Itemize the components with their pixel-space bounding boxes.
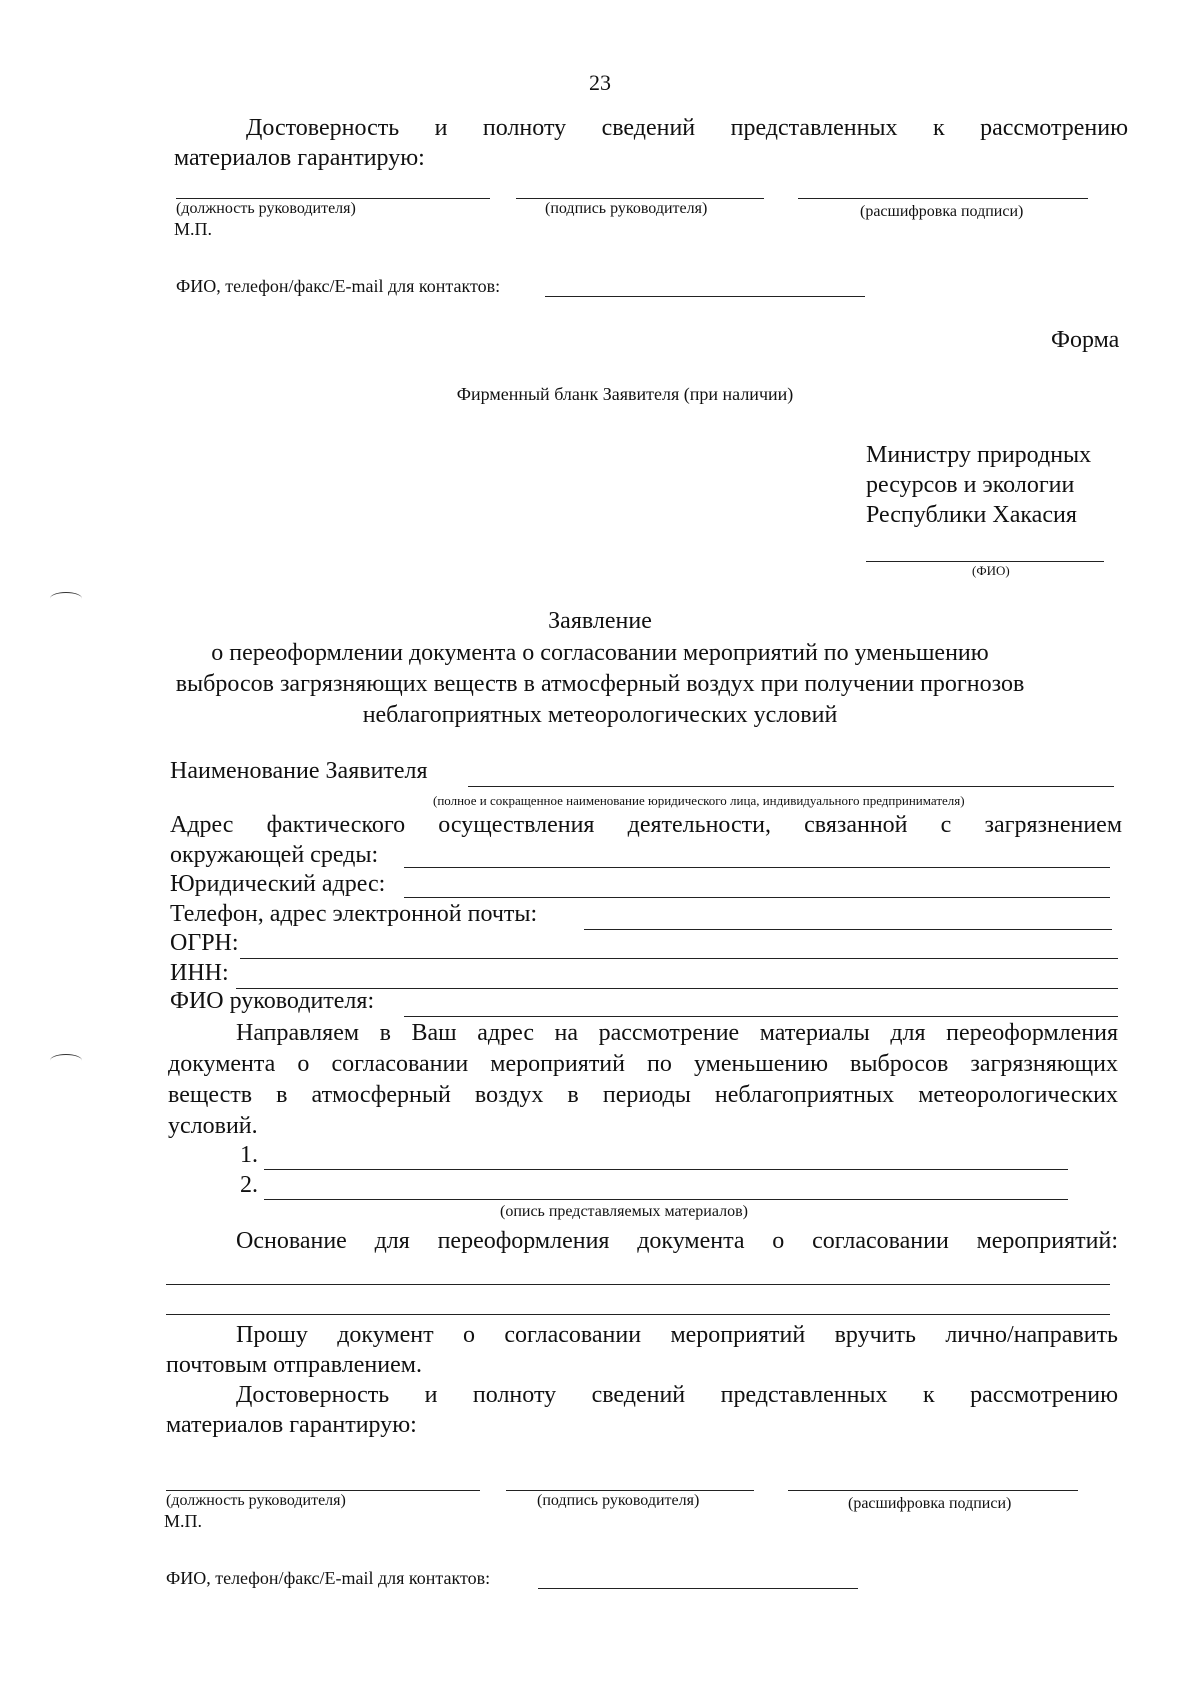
director-label: ФИО руководителя: <box>170 988 375 1014</box>
addressee-fio-caption: (ФИО) <box>972 563 1010 578</box>
top-position-line <box>176 198 490 199</box>
addressee-line2: ресурсов и экологии <box>866 472 1075 498</box>
addressee-line3: Республики Хакасия <box>866 502 1077 528</box>
title-heading: Заявление <box>548 608 652 634</box>
bottom-guarantee-line1: Достоверность и полноту сведений представленных к рассмотрению <box>236 1382 1118 1408</box>
request-line2: почтовым отправлением. <box>166 1352 422 1378</box>
title-line4: неблагоприятных метеорологических условий <box>362 702 838 728</box>
para1-line2: документа о согласовании мероприятий по уменьшению выбросов загрязняющих <box>168 1051 1118 1077</box>
top-seal: М.П. <box>174 219 213 239</box>
margin-mark-upper <box>50 592 82 605</box>
materials-item-2: 2. <box>240 1172 258 1198</box>
addressee-fio-line <box>866 561 1104 562</box>
top-guarantee-line1: Достоверность и полноту сведений представленных к рассмотрению <box>246 115 1128 141</box>
bottom-signature-line <box>506 1490 754 1491</box>
materials-item-1: 1. <box>240 1142 258 1168</box>
bottom-contacts-label: ФИО, телефон/факс/E-mail для контактов: <box>166 1568 491 1588</box>
top-caption-signature: (подпись руководителя) <box>545 200 708 217</box>
bottom-caption-decoding: (расшифровка подписи) <box>848 1495 1012 1512</box>
bottom-contacts-line <box>538 1588 858 1589</box>
activity-address-line1: Адрес фактического осуществления деятельности, связанной с загрязнением <box>170 812 1122 838</box>
applicant-name-label: Наименование Заявителя <box>170 758 428 784</box>
basis-field-line-1 <box>166 1284 1110 1285</box>
request-line1: Прошу документ о согласовании мероприятий вручить лично/направить <box>236 1322 1118 1348</box>
phone-email-field-line <box>584 929 1112 930</box>
bottom-decoding-line <box>788 1490 1078 1491</box>
bottom-guarantee-line2: материалов гарантирую: <box>166 1412 417 1438</box>
basis-field-line-2 <box>166 1314 1110 1315</box>
title-line2: о переоформлении документа о согласовании мероприятий по уменьшению <box>211 640 989 666</box>
addressee-line1: Министру природных <box>866 442 1092 468</box>
top-contacts-line <box>545 296 865 297</box>
materials-item-1-line <box>264 1169 1068 1170</box>
applicant-name-line <box>468 786 1114 787</box>
director-field-line <box>404 1016 1118 1017</box>
top-caption-decoding: (расшифровка подписи) <box>860 203 1024 220</box>
letterhead-note: Фирменный бланк Заявителя (при наличии) <box>456 384 794 404</box>
legal-address-label: Юридический адрес: <box>170 871 386 897</box>
top-guarantee-line2: материалов гарантирую: <box>174 145 425 171</box>
top-decoding-line <box>798 198 1088 199</box>
inn-label: ИНН: <box>170 960 229 986</box>
form-label: Форма <box>1051 327 1120 353</box>
ogrn-label: ОГРН: <box>170 930 239 956</box>
bottom-caption-signature: (подпись руководителя) <box>537 1492 700 1509</box>
para1-line4: условий. <box>168 1113 258 1139</box>
bottom-seal: М.П. <box>164 1511 203 1531</box>
margin-mark-lower <box>50 1054 82 1067</box>
materials-item-2-line <box>264 1199 1068 1200</box>
basis-line: Основание для переоформления документа о согласовании мероприятий: <box>236 1228 1118 1254</box>
top-signature-line <box>516 198 764 199</box>
activity-address-field-line <box>404 867 1110 868</box>
materials-caption: (опись представляемых материалов) <box>500 1203 748 1220</box>
activity-address-line2: окружающей среды: <box>170 842 379 868</box>
bottom-caption-position: (должность руководителя) <box>166 1492 346 1509</box>
phone-email-label: Телефон, адрес электронной почты: <box>170 901 538 927</box>
legal-address-field-line <box>404 897 1110 898</box>
para1-line1: Направляем в Ваш адрес на рассмотрение материалы для переоформления <box>236 1020 1118 1046</box>
applicant-name-caption: (полное и сокращенное наименование юридического лица, индивидуального предпринимателя) <box>433 793 965 808</box>
bottom-position-line <box>166 1490 480 1491</box>
para1-line3: веществ в атмосферный воздух в периоды неблагоприятных метеорологических <box>168 1082 1118 1108</box>
ogrn-field-line <box>240 958 1118 959</box>
title-line3: выбросов загрязняющих веществ в атмосферный воздух при получении прогнозов <box>175 671 1025 697</box>
page-number: 23 <box>589 70 611 95</box>
top-contacts-label: ФИО, телефон/факс/E-mail для контактов: <box>176 276 501 296</box>
top-caption-position: (должность руководителя) <box>176 200 356 217</box>
